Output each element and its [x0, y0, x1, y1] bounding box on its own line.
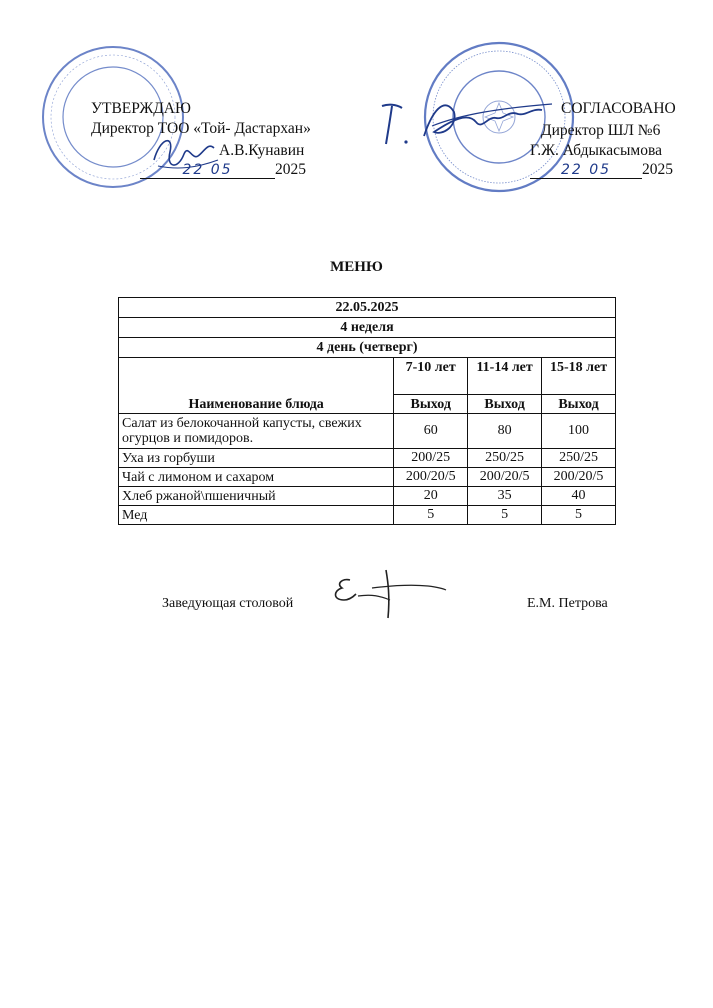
left-approve-title: УТВЕРЖДАЮ [91, 100, 191, 117]
table-header-date-row [119, 298, 616, 318]
column-output-2: Выход [468, 395, 542, 414]
table-header-day-row [119, 338, 616, 358]
table-row [119, 414, 616, 449]
dish-name: Уха из горбуши [119, 449, 394, 468]
dish-value: 20 [394, 487, 468, 506]
left-approve-position: Директор ТОО «Той- Дастархан» [91, 120, 311, 137]
dish-value: 5 [468, 506, 542, 525]
column-header-age-2: 11-14 лет [468, 358, 542, 395]
footer-role: Заведующая столовой [162, 596, 294, 611]
right-approve-position: Директор ШЛ №6 [541, 122, 661, 139]
table-row [119, 468, 616, 487]
dish-value: 250/25 [542, 449, 616, 468]
dish-value: 250/25 [468, 449, 542, 468]
dish-value: 200/25 [394, 449, 468, 468]
menu-day: 4 день (четверг) [119, 338, 616, 358]
table-row [119, 506, 616, 525]
right-date-handwritten: 22 05 [530, 162, 642, 179]
left-date-handwritten: 22 05 [140, 162, 275, 179]
dish-value: 80 [468, 414, 542, 449]
column-output-1: Выход [394, 395, 468, 414]
column-header-age-3: 15-18 лет [542, 358, 616, 395]
left-signature [148, 130, 223, 180]
right-date-line [530, 161, 673, 179]
footer-signature [328, 566, 448, 626]
dish-value: 40 [542, 487, 616, 506]
dish-value: 200/20/5 [394, 468, 468, 487]
right-approve-name: Г.Ж. Абдыкасымова [530, 142, 662, 159]
dish-value: 60 [394, 414, 468, 449]
right-date-year: 2025 [642, 161, 673, 178]
column-header-age-1: 7-10 лет [394, 358, 468, 395]
table-age-groups-row [119, 358, 616, 395]
dish-name: Мед [119, 506, 394, 525]
dish-value: 100 [542, 414, 616, 449]
left-date-year: 2025 [275, 161, 306, 178]
column-output-3: Выход [542, 395, 616, 414]
menu-table [118, 297, 616, 525]
dish-value: 200/20/5 [468, 468, 542, 487]
table-header-week-row [119, 318, 616, 338]
dish-value: 200/20/5 [542, 468, 616, 487]
right-approve-title: СОГЛАСОВАНО [561, 100, 676, 117]
menu-week: 4 неделя [119, 318, 616, 338]
right-signature [372, 86, 562, 161]
menu-title: МЕНЮ [330, 259, 383, 275]
dish-value: 35 [468, 487, 542, 506]
dish-name: Салат из белокочанной капусты, свежих огурцов и помидоров. [119, 414, 394, 449]
table-row [119, 449, 616, 468]
column-header-dish-name: Наименование блюда [119, 358, 394, 414]
table-row [119, 487, 616, 506]
left-approve-name: А.В.Кунавин [219, 142, 305, 159]
footer-name: Е.М. Петрова [527, 596, 608, 611]
dish-value: 5 [394, 506, 468, 525]
menu-date: 22.05.2025 [119, 298, 616, 318]
dish-value: 5 [542, 506, 616, 525]
dish-name: Чай с лимоном и сахаром [119, 468, 394, 487]
dish-name: Хлеб ржаной\пшеничный [119, 487, 394, 506]
